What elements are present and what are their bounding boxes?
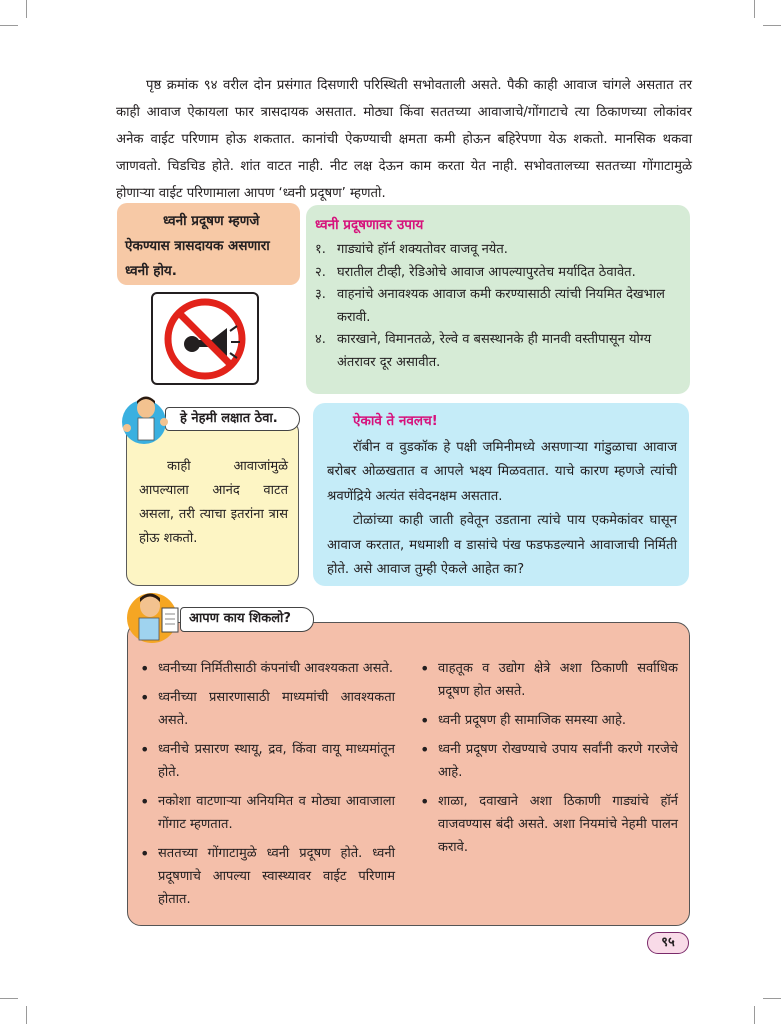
remedies-title: ध्वनी प्रदूषणावर उपाय (315, 217, 424, 233)
list-item: • ध्वनीचे प्रसारण स्थायू, द्रव, किंवा वायू माध्यमांतून होते. (140, 738, 395, 784)
list-item: • शाळा, दवाखाने अशा ठिकाणी गाड्यांचे हॉर्न वाजवण्यास बंदी असते. अशा नियमांचे नेहमी पालन करावे. (420, 790, 678, 859)
info-paragraph-2 (327, 509, 677, 583)
remedies-list (315, 239, 680, 374)
list-item: • ध्वनी प्रदूषण ही सामाजिक समस्या आहे. (420, 709, 678, 732)
crop-mark (26, 0, 27, 18)
item-text: घरातील टीव्ही, रेडिओचे आवाज आपल्यापुरतेच मर्यादित ठेवावेत. (337, 264, 636, 280)
info-box (313, 403, 689, 586)
list-item: • ध्वनी प्रदूषण रोखण्याचे उपाय सर्वांनी करणे गरजेचे आहे. (420, 738, 678, 784)
list-item (315, 329, 680, 374)
item-text: वाहनांचे अनावश्यक आवाज कमी करण्यासाठी त्यांची नियमित देखभाल करावी. (337, 287, 665, 325)
learned-box (127, 622, 690, 926)
learned-label: आपण काय शिकलो? (180, 607, 314, 632)
item-number: २. (315, 264, 326, 280)
boy-writing-icon (122, 588, 188, 646)
item-text: कारखाने, विमानतळे, रेल्वे व बसस्थानके ही मानवी वस्तीपासून योग्य अंतरावर दूर असावीत. (337, 332, 652, 370)
item-number: ३. (315, 287, 326, 302)
definition-box (117, 203, 300, 285)
crop-mark (754, 0, 755, 18)
remedies-box (306, 205, 690, 394)
list-item: • नकोशा वाटणाऱ्या अनियमित व मोठ्या आवाजाला गोंगाट म्हणतात. (140, 790, 395, 836)
learned-right-column (420, 657, 678, 865)
remember-text: काही आवाजांमुळे आपल्याला आनंद वाटत असला, तरी त्याचा इतरांना त्रास होऊ शकतो. (139, 459, 288, 546)
list-item (315, 284, 680, 329)
crop-mark (763, 998, 781, 999)
boy-thumbs-up-icon (118, 392, 176, 446)
remember-label: हे नेहमी लक्षात ठेवा. (165, 407, 300, 431)
list-item: • सततच्या गोंगाटामुळे ध्वनी प्रदूषण होते. ध्वनी प्रदूषणाचे आपल्या स्वास्थ्यावर वाईट परिणाम होतात. (140, 842, 395, 911)
no-horn-sign-icon (161, 298, 249, 380)
item-number: १. (315, 242, 326, 257)
crop-mark (26, 1006, 27, 1024)
learned-left-column (140, 657, 395, 917)
crop-mark (0, 25, 18, 26)
intro-paragraph (116, 72, 692, 207)
list-item: • वाहतूक व उद्योग क्षेत्रे अशा ठिकाणी सर्वाधिक प्रदूषण होत असते. (420, 657, 678, 703)
page-number: ९५ (647, 932, 689, 954)
list-item: • ध्वनीच्या प्रसारणासाठी माध्यमांची आवश्यकता असते. (140, 686, 395, 732)
no-horn-sign (151, 292, 259, 385)
item-text: गाड्यांचे हॉर्न शक्यतोवर वाजवू नयेत. (337, 242, 508, 257)
item-number: ४. (315, 332, 326, 347)
info-text-2: टोळांच्या काही जाती हवेतून उडताना त्यांचे पाय एकमेकांवर घासून आवाज करतात, मधमाशी व डासांचे पंख फडफडल्याने आवाजाची निर्मिती होते. असे आवाज तुम्ही ऐकले आहेत का? (327, 513, 677, 577)
list-item (315, 239, 680, 262)
info-title: ऐकावे ते नवलच! (353, 413, 438, 429)
crop-mark (763, 25, 781, 26)
definition-text: ध्वनी प्रदूषण म्हणजे ऐकण्यास त्रासदायक असणारा ध्वनी होय. (125, 213, 270, 279)
info-paragraph-1 (327, 436, 677, 510)
intro-text: पृष्ठ क्रमांक ९४ वरील दोन प्रसंगात दिसणारी परिस्थिती सभोवताली असते. पैकी काही आवाज चांगले असतात तर काही आवाज ऐकायला फार त्रासदायक असतात. मोठ्या किंवा सततच्या आवाजाचे/गोंगाटाचे त्या ठिकाणच्या लोकांवर अनेक वाईट परिणाम होऊ शकतात. कानांची ऐकण्याची क्षमता कमी होऊन बहिरेपणा येऊ शकतो. मानसिक थकवा जाणवतो. चिडचिड होते. शांत वाटत नाही. नीट लक्ष देऊन काम करता येत नाही. सभोवतालच्या सततच्या गोंगाटामुळे होणाऱ्या वाईट परिणामाला आपण ‘ध्वनी प्रदूषण’ म्हणतो. (116, 78, 692, 201)
info-text-1: रॉबीन व वुडकॉक हे पक्षी जमिनीमध्ये असणाऱ्या गांडुळाचा आवाज बरोबर ओळखतात व आपले भक्ष्य मिळवतात. याचे कारण म्हणजे त्यांची श्रवणेंद्रिये अत्यंत संवेदनक्षम असतात. (327, 439, 677, 504)
list-item (315, 262, 680, 285)
crop-mark (0, 998, 18, 999)
crop-mark (754, 1006, 755, 1024)
list-item: • ध्वनीच्या निर्मितीसाठी कंपनांची आवश्यकता असते. (140, 657, 395, 680)
